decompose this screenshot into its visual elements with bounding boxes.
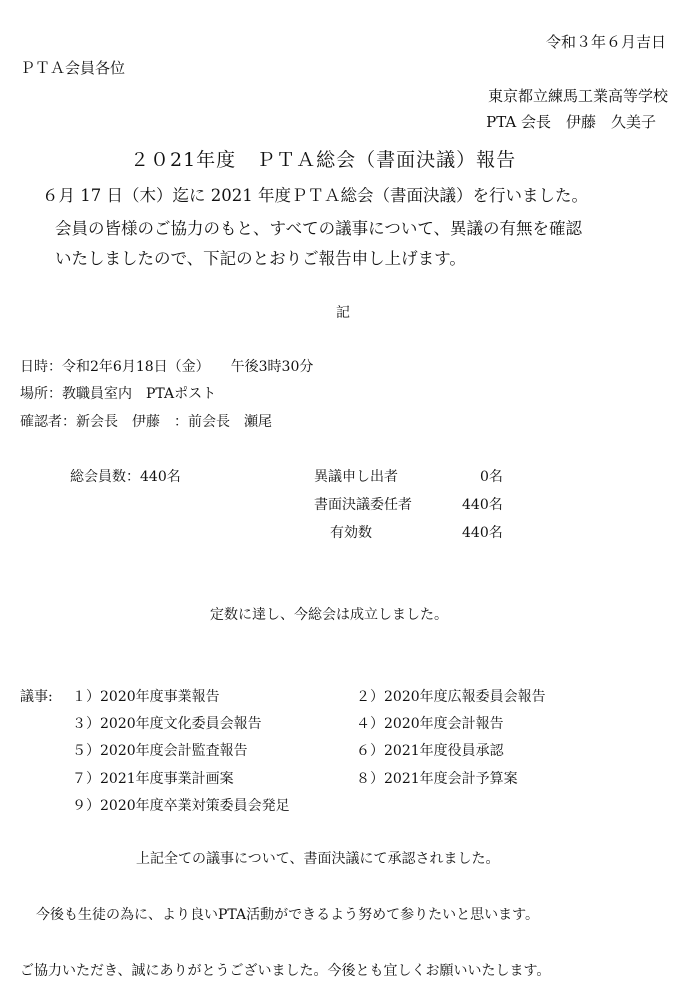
thanks-statement: ご協力いただき、誠にありがとうございました。今後とも宜しくお願いいたします。 (20, 963, 551, 979)
agenda-item: ２）2020年度広報委員会報告 (356, 689, 546, 705)
proxy-value: 440名 (462, 497, 503, 513)
agenda-item: ５）2020年度会計監査報告 (72, 743, 248, 759)
approval-statement: 上記全ての議事について、書面決議にて承認されました。 (136, 851, 500, 867)
quorum-statement: 定数に達し、今総会は成立しました。 (210, 607, 448, 623)
agenda-item: ７）2021年度事業計画案 (72, 771, 234, 787)
valid-value: 440名 (462, 525, 503, 541)
future-statement: 今後も生徒の為に、より良いPTA活動ができるよう努めて参りたいと思います。 (36, 907, 539, 923)
school-name: 東京都立練馬工業高等学校 (487, 87, 668, 105)
intro-line-2: 会員の皆様のご協力のもと、すべての議事について、異議の有無を確認 (55, 219, 583, 238)
total-members: 総会員数：440名 (70, 469, 181, 485)
agenda-item: ８）2021年度会計予算案 (356, 771, 518, 787)
document-date: 令和３年６月吉日 (545, 33, 666, 51)
page-title: ２０21年度 ＰＴＡ総会（書面決議）報告 (130, 149, 517, 171)
agenda-item: ６）2021年度役員承認 (356, 743, 504, 759)
meeting-confirmer: 確認者：新会長 伊藤 ：前会長 瀬尾 (20, 414, 272, 430)
agenda-item: １）2020年度事業報告 (72, 689, 220, 705)
objection-label: 異議申し出者 (314, 469, 398, 485)
ki-heading: 記 (336, 305, 350, 321)
intro-line-1: ６月 17 日（木）迄に 2021 年度ＰＴＡ総会（書面決議）を行いました。 (42, 186, 588, 205)
valid-label: 有効数 (330, 525, 372, 541)
sender-name: PTA 会長 伊藤 久美子 (486, 113, 656, 131)
agenda-label: 議事: (20, 689, 53, 705)
addressee: ＰＴＡ会員各位 (20, 59, 126, 77)
agenda-item: ４）2020年度会計報告 (356, 716, 504, 732)
agenda-item: ３）2020年度文化委員会報告 (72, 716, 262, 732)
objection-value: 0名 (480, 469, 503, 485)
meeting-place: 場所：教職員室内 PTAポスト (20, 386, 217, 402)
agenda-item: ９）2020年度卒業対策委員会発足 (72, 798, 290, 814)
proxy-label: 書面決議委任者 (314, 497, 412, 513)
intro-line-3: いたしましたので、下記のとおりご報告申し上げます。 (55, 249, 466, 268)
meeting-datetime: 日時：令和2年6月18日（金） 午後3時30分 (20, 359, 314, 375)
